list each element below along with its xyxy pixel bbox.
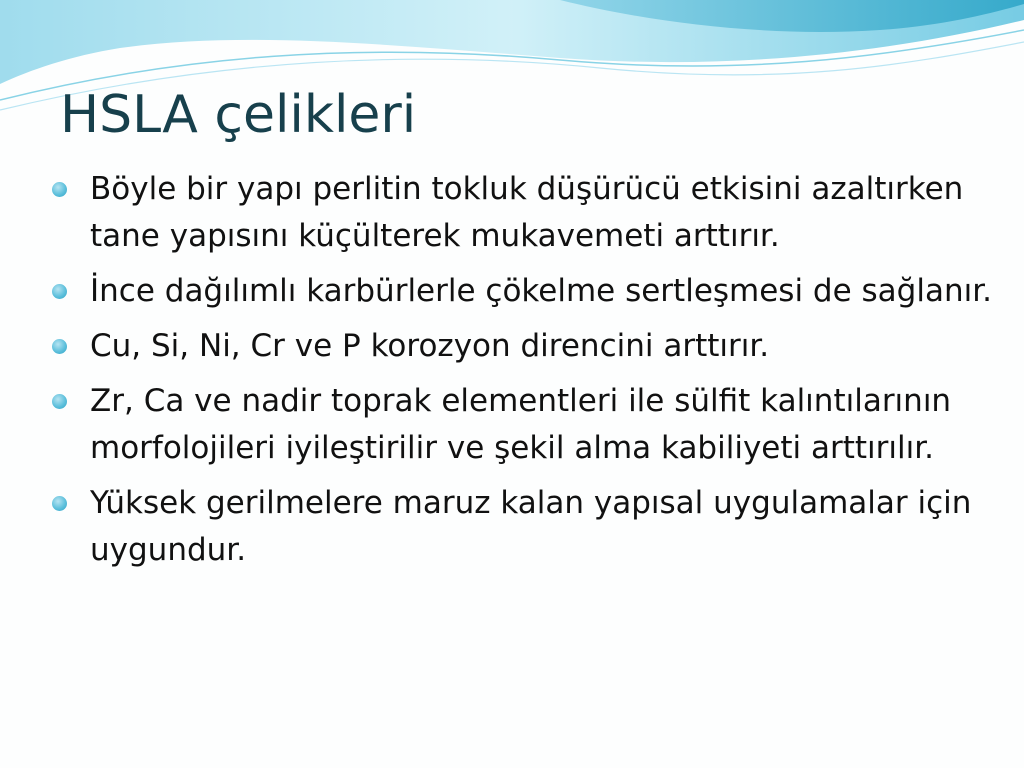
bullet-text: Yüksek gerilmelere maruz kalan yapısal uygulamalar için uygundur. [90, 485, 972, 568]
bullet-list [52, 166, 992, 582]
bullet-item [52, 378, 992, 472]
bullet-item [52, 166, 992, 260]
bullet-text: Zr, Ca ve nadir toprak elementleri ile sülfit kalıntılarının morfolojileri iyileştirilir ve şekil alma kabiliyeti arttırılır. [90, 383, 952, 466]
bullet-item [52, 323, 992, 370]
circle-bullet-icon [52, 339, 67, 354]
circle-bullet-icon [52, 182, 67, 197]
slide-title: HSLA çelikleri [60, 85, 417, 145]
bullet-text: Böyle bir yapı perlitin tokluk düşürücü etkisini azaltırken tane yapısını küçülterek mukavemeti arttırır. [90, 171, 964, 254]
bullet-text: İnce dağılımlı karbürlerle çökelme sertleşmesi de sağlanır. [90, 273, 992, 309]
bullet-item [52, 480, 992, 574]
circle-bullet-icon [52, 284, 67, 299]
circle-bullet-icon [52, 496, 67, 511]
bullet-item [52, 268, 992, 315]
circle-bullet-icon [52, 394, 67, 409]
bullet-text: Cu, Si, Ni, Cr ve P korozyon direncini arttırır. [90, 328, 770, 364]
